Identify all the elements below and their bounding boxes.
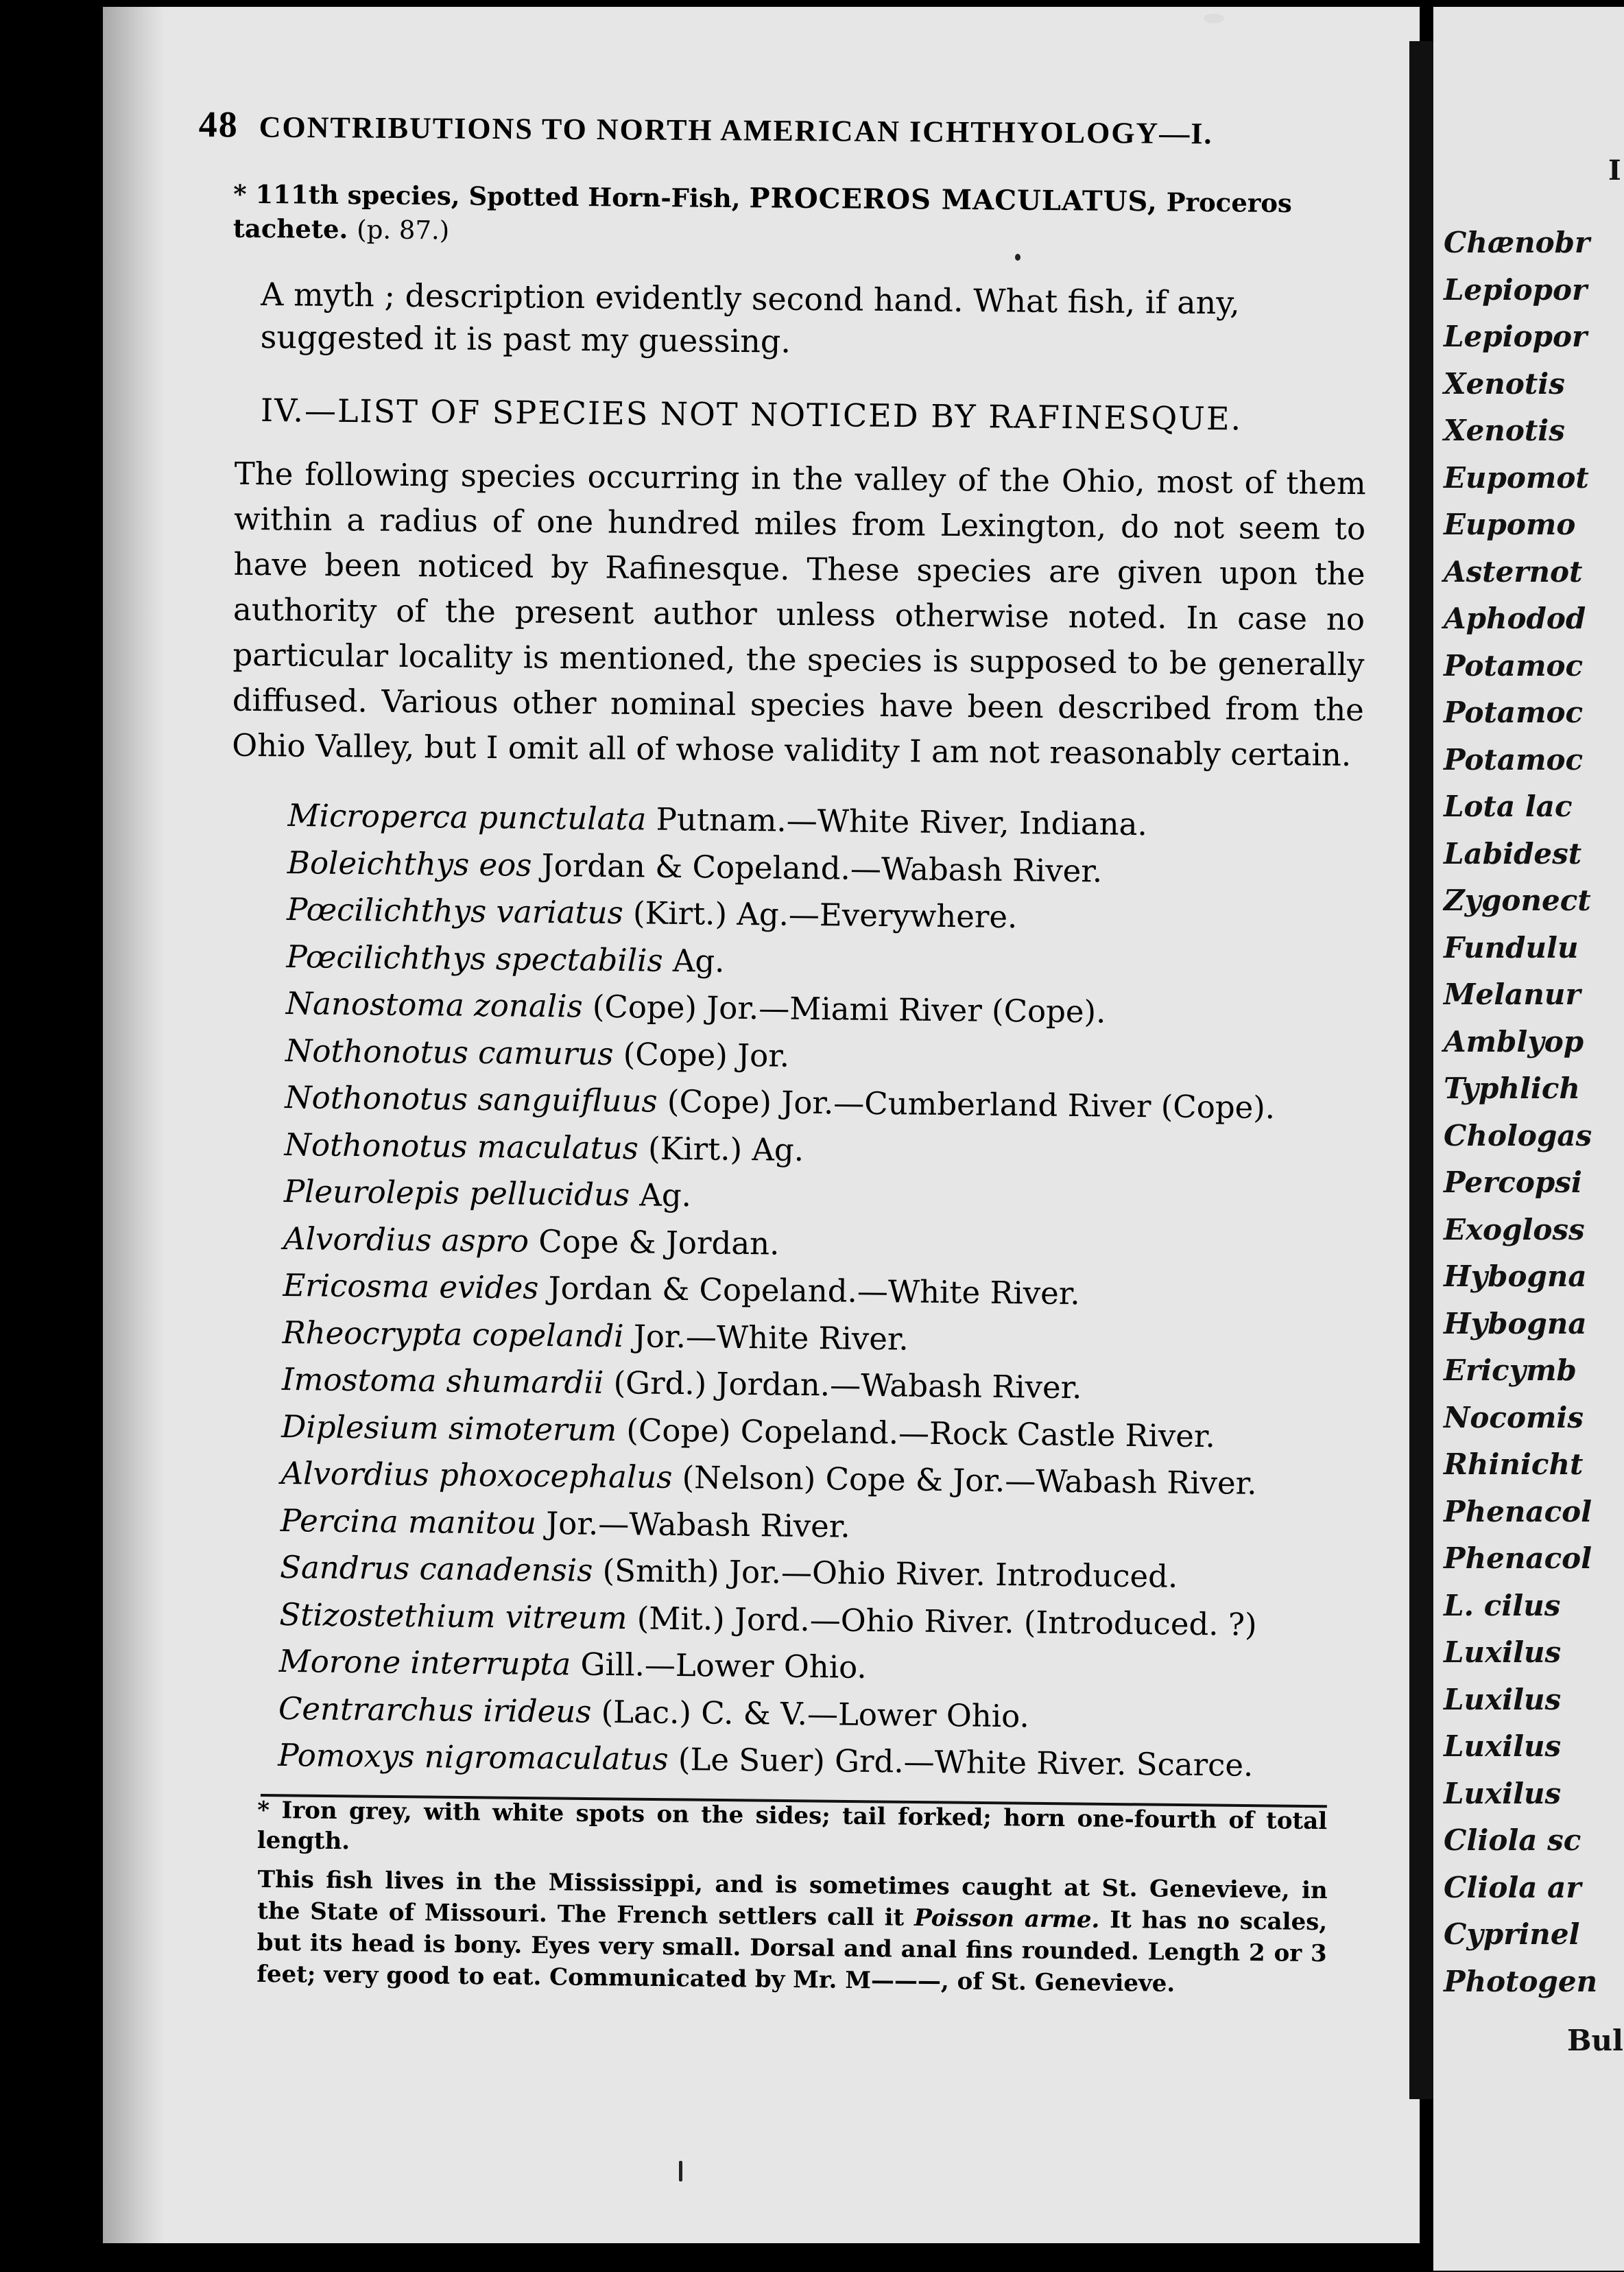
- species-scientific-name: Sandrus canadensis: [279, 1548, 593, 1589]
- ink-speck: [1204, 14, 1224, 23]
- species-note: [233, 177, 1386, 257]
- right-page-line: Aphodod: [1444, 602, 1586, 635]
- right-page-line: Zygonect: [1444, 884, 1591, 917]
- species-details: Cope & Jordan.: [528, 1222, 780, 1262]
- species-details: (Lac.) C. & V.—Lower Ohio.: [591, 1693, 1030, 1734]
- footnote-habitat-french-name: Poisson arme.: [914, 1904, 1100, 1934]
- section-title: IV.—LIST OF SPECIES NOT NOTICED BY RAFINESQUE.: [260, 391, 1243, 438]
- species-details: Putnam.—White River, Indiana.: [646, 801, 1148, 843]
- right-page-line: Eupomo: [1444, 508, 1576, 541]
- running-header: [199, 103, 1358, 159]
- book-gutter: [1409, 41, 1437, 2099]
- species-list: [278, 792, 1358, 1790]
- footnote-habitat-text-a: This fish lives in the Mississippi, and is sometimes caught at St. Genevieve, in the State of Missouri. The French settlers call it: [257, 1865, 1328, 1932]
- species-details: Ag.: [662, 942, 725, 980]
- species-note-ref: (p. 87.): [357, 215, 450, 246]
- right-page-line: Lepiopor: [1444, 272, 1588, 307]
- right-page-line: Potamoc: [1444, 696, 1584, 729]
- species-scientific-name: Nothonotus sanguifluus: [285, 1078, 658, 1120]
- species-details: (Cope) Jor.: [613, 1035, 790, 1074]
- right-page-line: L. cilus: [1444, 1588, 1561, 1622]
- species-scientific-name: Percina manitou: [280, 1502, 537, 1541]
- right-page-header-fragment: I: [1608, 154, 1621, 187]
- right-page-line: Fundulu: [1444, 930, 1579, 965]
- right-page-line: Phenacol: [1444, 1494, 1592, 1528]
- species-details: (Nelson) Cope & Jor.—Wabash River.: [672, 1458, 1257, 1502]
- species-scientific-name: Nothonotus camurus: [285, 1032, 614, 1072]
- species-details: Jordan & Copeland.—White River.: [538, 1269, 1080, 1312]
- right-page-line: Percopsi: [1444, 1165, 1582, 1199]
- right-page-line: Asternot: [1444, 554, 1583, 589]
- species-details: (Grd.) Jordan.—Wabash River.: [604, 1364, 1082, 1406]
- footnote-habitat: [256, 1864, 1328, 2001]
- right-page-line: Luxilus: [1444, 1729, 1562, 1763]
- species-scientific-name: Stizostethium vitreum: [279, 1596, 628, 1636]
- species-scientific-name: Diplesium simoterum: [281, 1408, 617, 1448]
- species-scientific-name: Ericosma evides: [283, 1266, 539, 1306]
- species-scientific-name: Boleichthys eos: [287, 844, 532, 884]
- species-scientific-name: Nanostoma zonalis: [285, 984, 583, 1025]
- right-page-line: Hybogna: [1444, 1306, 1587, 1340]
- right-page-line: Rhinicht: [1444, 1447, 1584, 1481]
- species-details: (Mit.) Jord.—Ohio River. (Introduced. ?): [627, 1599, 1257, 1643]
- right-page-line: Lepiopor: [1444, 320, 1588, 353]
- right-page-line: Luxilus: [1444, 1682, 1562, 1716]
- species-scientific-name: Alvordius phoxocephalus: [280, 1454, 673, 1495]
- right-page-line: Potamoc: [1444, 648, 1584, 683]
- species-scientific-name: Nothonotus maculatus: [284, 1126, 639, 1166]
- species-scientific-name: Pœcilichthys spectabilis: [286, 938, 663, 979]
- intro-paragraph: The following species occurring in the valley of the Ohio, most of them within a radius of one hundred miles from Lexington, do not seem to have been noticed by Rafinesque. These species are given upon the authority of the present author unless otherwise noted. In case no particular locality is mentioned, the species is supposed to be generally diffused. Various other nominal species have been described from the Ohio Valley, but I omit all of whose validity I am not reasonably certain.: [232, 455, 1366, 774]
- page-edge-shading: [103, 7, 165, 2243]
- species-scientific-name: Microperca punctulata: [287, 796, 647, 838]
- footnote-description: * Iron grey, with white spots on the sides; tail forked; horn one-fourth of total length.: [256, 1796, 1328, 1856]
- species-note-suffix: Proceros tachete.: [232, 187, 1293, 245]
- species-scientific-name: Morone interrupta: [278, 1642, 571, 1683]
- species-details: Gill.—Lower Ohio.: [570, 1646, 868, 1685]
- species-details: (Le Suer) Grd.—White River. Scarce.: [668, 1740, 1254, 1784]
- right-page-line: Ericymb: [1444, 1353, 1577, 1387]
- right-page-line: Potamoc: [1444, 742, 1584, 777]
- right-page-line: Cliola sc: [1444, 1823, 1581, 1857]
- right-page-line: Luxilus: [1444, 1635, 1562, 1669]
- right-page-line: Cliola ar: [1444, 1870, 1581, 1904]
- myth-paragraph: A myth ; description evidently second hand. What fish, if any, suggested it is past my guessing.: [260, 275, 1240, 360]
- species-details: Jor.—Wabash River.: [536, 1504, 850, 1545]
- ink-speck: [679, 2161, 682, 2181]
- species-scientific-name: Centrarchus irideus: [278, 1690, 592, 1730]
- right-page-line: Labidest: [1444, 836, 1582, 871]
- right-page-line: Chænobr: [1444, 226, 1590, 259]
- right-page-line: Xenotis: [1444, 414, 1565, 447]
- right-page-footer-fragment: Bul: [1567, 2024, 1623, 2057]
- right-page-line: Eupomot: [1444, 460, 1589, 495]
- species-note-name: PROCEROS MACULATUS,: [749, 182, 1158, 218]
- right-page-line: Phenacol: [1444, 1541, 1592, 1575]
- page-number: 48: [198, 103, 239, 145]
- right-page-line: Hybogna: [1444, 1259, 1587, 1293]
- species-details: Ag.: [629, 1176, 692, 1214]
- species-details: (Cope) Copeland.—Rock Castle River.: [616, 1411, 1216, 1454]
- ink-speck: [1015, 254, 1020, 261]
- species-details: (Cope) Jor.—Cumberland River (Cope).: [657, 1082, 1276, 1126]
- right-page-line: Amblyop: [1444, 1024, 1584, 1058]
- species-details: (Kirt.) Ag.: [638, 1129, 804, 1168]
- species-scientific-name: Pœcilichthys variatus: [286, 890, 624, 932]
- running-title: CONTRIBUTIONS TO NORTH AMERICAN ICHTHYOLOGY—I.: [259, 110, 1213, 151]
- species-scientific-name: Pomoxys nigromaculatus: [278, 1736, 669, 1777]
- species-scientific-name: Pleurolepis pellucidus: [283, 1172, 630, 1214]
- species-details: (Kirt.) Ag.—Everywhere.: [623, 895, 1018, 936]
- species-details: Jor.—White River.: [623, 1317, 909, 1358]
- species-scientific-name: Imostoma shumardii: [281, 1360, 604, 1401]
- right-page-line: Photogen: [1444, 1964, 1598, 1998]
- right-page-line: Lota lac: [1444, 790, 1573, 823]
- right-page-line: Exogloss: [1444, 1212, 1585, 1246]
- right-page-species-list: [1444, 220, 1624, 2005]
- species-note-prefix: * 111th species, Spotted Horn-Fish,: [233, 178, 741, 214]
- right-page-line: Chologas: [1444, 1118, 1592, 1152]
- right-page-line: Luxilus: [1444, 1776, 1562, 1810]
- right-page-line: Melanur: [1444, 978, 1581, 1011]
- right-page-line: Cyprinel: [1444, 1917, 1580, 1951]
- right-page-line: Typhlich: [1444, 1072, 1580, 1105]
- species-details: (Smith) Jor.—Ohio River. Introduced.: [593, 1552, 1178, 1595]
- right-page-line: Xenotis: [1444, 366, 1565, 401]
- species-details: Jordan & Copeland.—Wabash River.: [532, 847, 1103, 889]
- species-details: (Cope) Jor.—Miami River (Cope).: [582, 988, 1106, 1030]
- species-scientific-name: Alvordius aspro: [283, 1220, 529, 1259]
- species-scientific-name: Rheocrypta copelandi: [282, 1314, 624, 1354]
- right-page-line: Nocomis: [1444, 1400, 1584, 1434]
- footnote-habitat-text-b: It has no scales, but its head is bony. Eyes very small. Dorsal and anal fins rounded. Length 2 or 3 feet; very good to eat. Communicated by Mr. M———, of St. Genevieve.: [256, 1906, 1328, 1998]
